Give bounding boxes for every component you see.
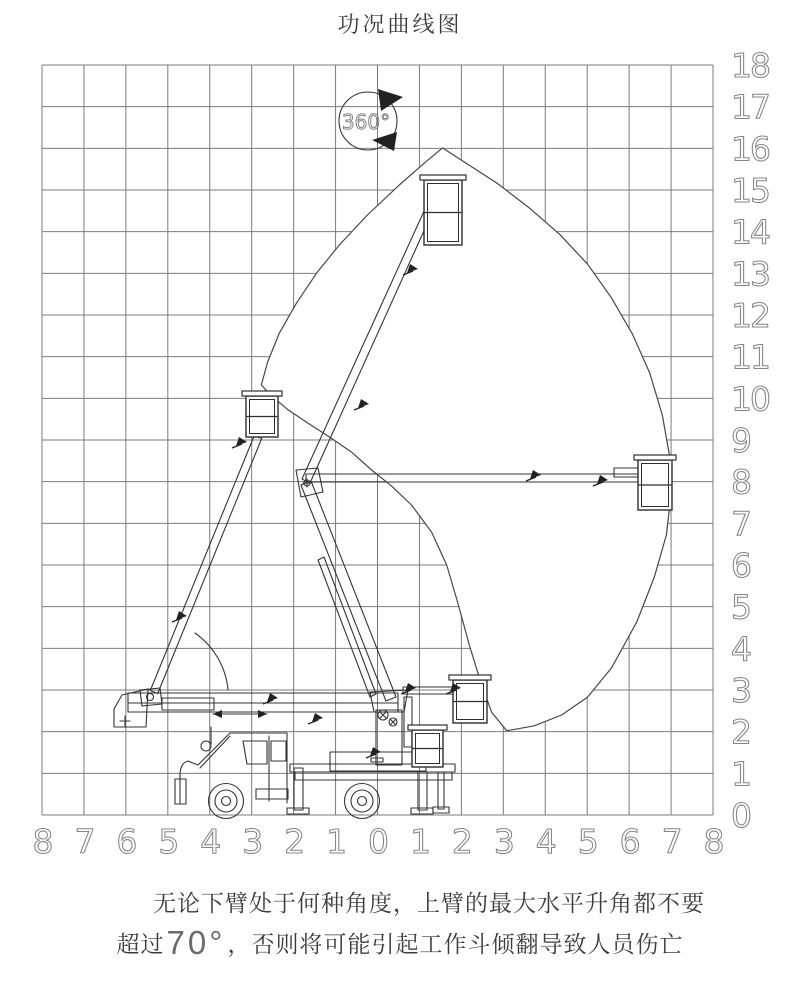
rear-wheel-hub [358,797,367,806]
warning-text [0,884,800,963]
warning-line-2-suffix: ，否则将可能引起工作斗倾翻导致人员伤亡 [227,931,684,957]
boom-angle-arc [195,633,228,690]
rotation-angle-label: 360° [341,110,391,134]
x-axis-tick-0: 0 [368,822,387,861]
y-axis-tick-8: 8 [731,462,750,502]
x-axis-tick-8: 8 [32,822,52,861]
bucket-top [420,175,466,245]
y-axis-tick-1: 1 [731,754,750,794]
page-title: 功况曲线图 [337,12,463,37]
warning-line-1-text: 无论下臂处于何种角度，上臂的最大水平升角都不要 [153,890,705,916]
x-axis-tick-3: 3 [493,822,513,861]
y-axis-tick-2: 2 [731,712,750,752]
y-axis-tick-10: 10 [731,379,769,419]
x-axis-tick-4: 4 [535,822,555,861]
y-axis-tick-4: 4 [731,629,750,669]
warning-line-2 [0,922,800,963]
y-axis-tick-13: 13 [731,254,769,294]
arrow-right-icon [258,710,267,718]
bucket-transport [408,725,447,767]
y-axis-tick-0: 0 [731,796,750,835]
rear-wheel [345,784,380,819]
bucket-right-top-rail [634,455,676,460]
y-axis-tick-6: 6 [731,546,750,585]
cab-window-rear [271,741,286,761]
x-axis-tick-5: 5 [158,822,178,861]
front-wheel-hub [222,797,231,806]
bucket-upper-left [242,391,282,437]
stowed-cylinder [162,698,214,710]
bucket-lower-top-rail [449,675,491,680]
x-axis-tick-8: 8 [703,822,723,861]
bucket-top-top-rail [420,175,466,180]
x-axis-tick-6: 6 [116,822,136,861]
x-axis-tick-2: 2 [284,822,304,861]
x-axis-tick-3: 3 [242,822,262,861]
y-axis-tick-18: 18 [731,46,769,85]
y-axis-tick-9: 9 [731,421,750,460]
x-axis-tick-6: 6 [619,822,639,861]
arrow-left-icon [213,710,222,718]
outrigger-rear-pad [411,808,433,814]
lower-boom-raised [301,481,396,701]
x-axis-tick-7: 7 [661,822,681,861]
x-axis-tick-1: 1 [326,822,346,861]
flag-marker-icon [232,437,247,448]
y-axis-tick-3: 3 [731,671,750,710]
working-envelope-curve [261,148,671,731]
y-axis-tick-16: 16 [731,129,769,169]
warning-line-2-prefix: 超过 [116,931,165,957]
bucket-right [634,455,676,510]
stowed-boom [114,689,398,727]
stowed-bucket-bracket [114,689,148,727]
rotation-360-icon [339,89,403,151]
y-axis-tick-7: 7 [731,504,750,544]
bucket-upper-left-top-rail [242,391,282,396]
y-axis-tick-5: 5 [731,587,750,627]
front-wheel [209,784,244,819]
y-axis-tick-12: 12 [731,296,769,335]
outrigger-rear2 [438,772,444,809]
bucket-transport-top-rail [408,725,447,730]
bucket-lower [449,675,491,723]
x-axis-tick-7: 7 [74,822,94,861]
envelope-outline [261,148,671,731]
warning-max-angle-value: 70° [166,924,226,961]
x-axis-tick-2: 2 [451,822,471,861]
outrigger-rear2-pad [433,807,449,813]
y-axis-tick-17: 17 [731,87,769,127]
y-axis-tick-14: 14 [731,212,769,252]
luffing-cylinder [318,557,376,697]
outrigger-front-pad [287,808,309,814]
flag-marker-icon [308,713,323,724]
rotation-arrow-top-icon [378,89,403,111]
y-axis-tick-11: 11 [731,337,769,377]
cab-step [256,789,288,799]
x-axis-tick-4: 4 [200,822,220,861]
flag-marker-icon [263,693,278,704]
x-axis-tick-5: 5 [577,822,597,861]
warning-line-1 [0,884,800,922]
stowed-bucket-cross-icon [120,716,130,726]
front-wheel-rim [215,790,237,812]
y-axis-tick-15: 15 [731,171,769,210]
rear-wheel-rim [351,790,373,812]
cab-window-front [243,741,267,764]
x-axis-tick-1: 1 [409,822,429,861]
